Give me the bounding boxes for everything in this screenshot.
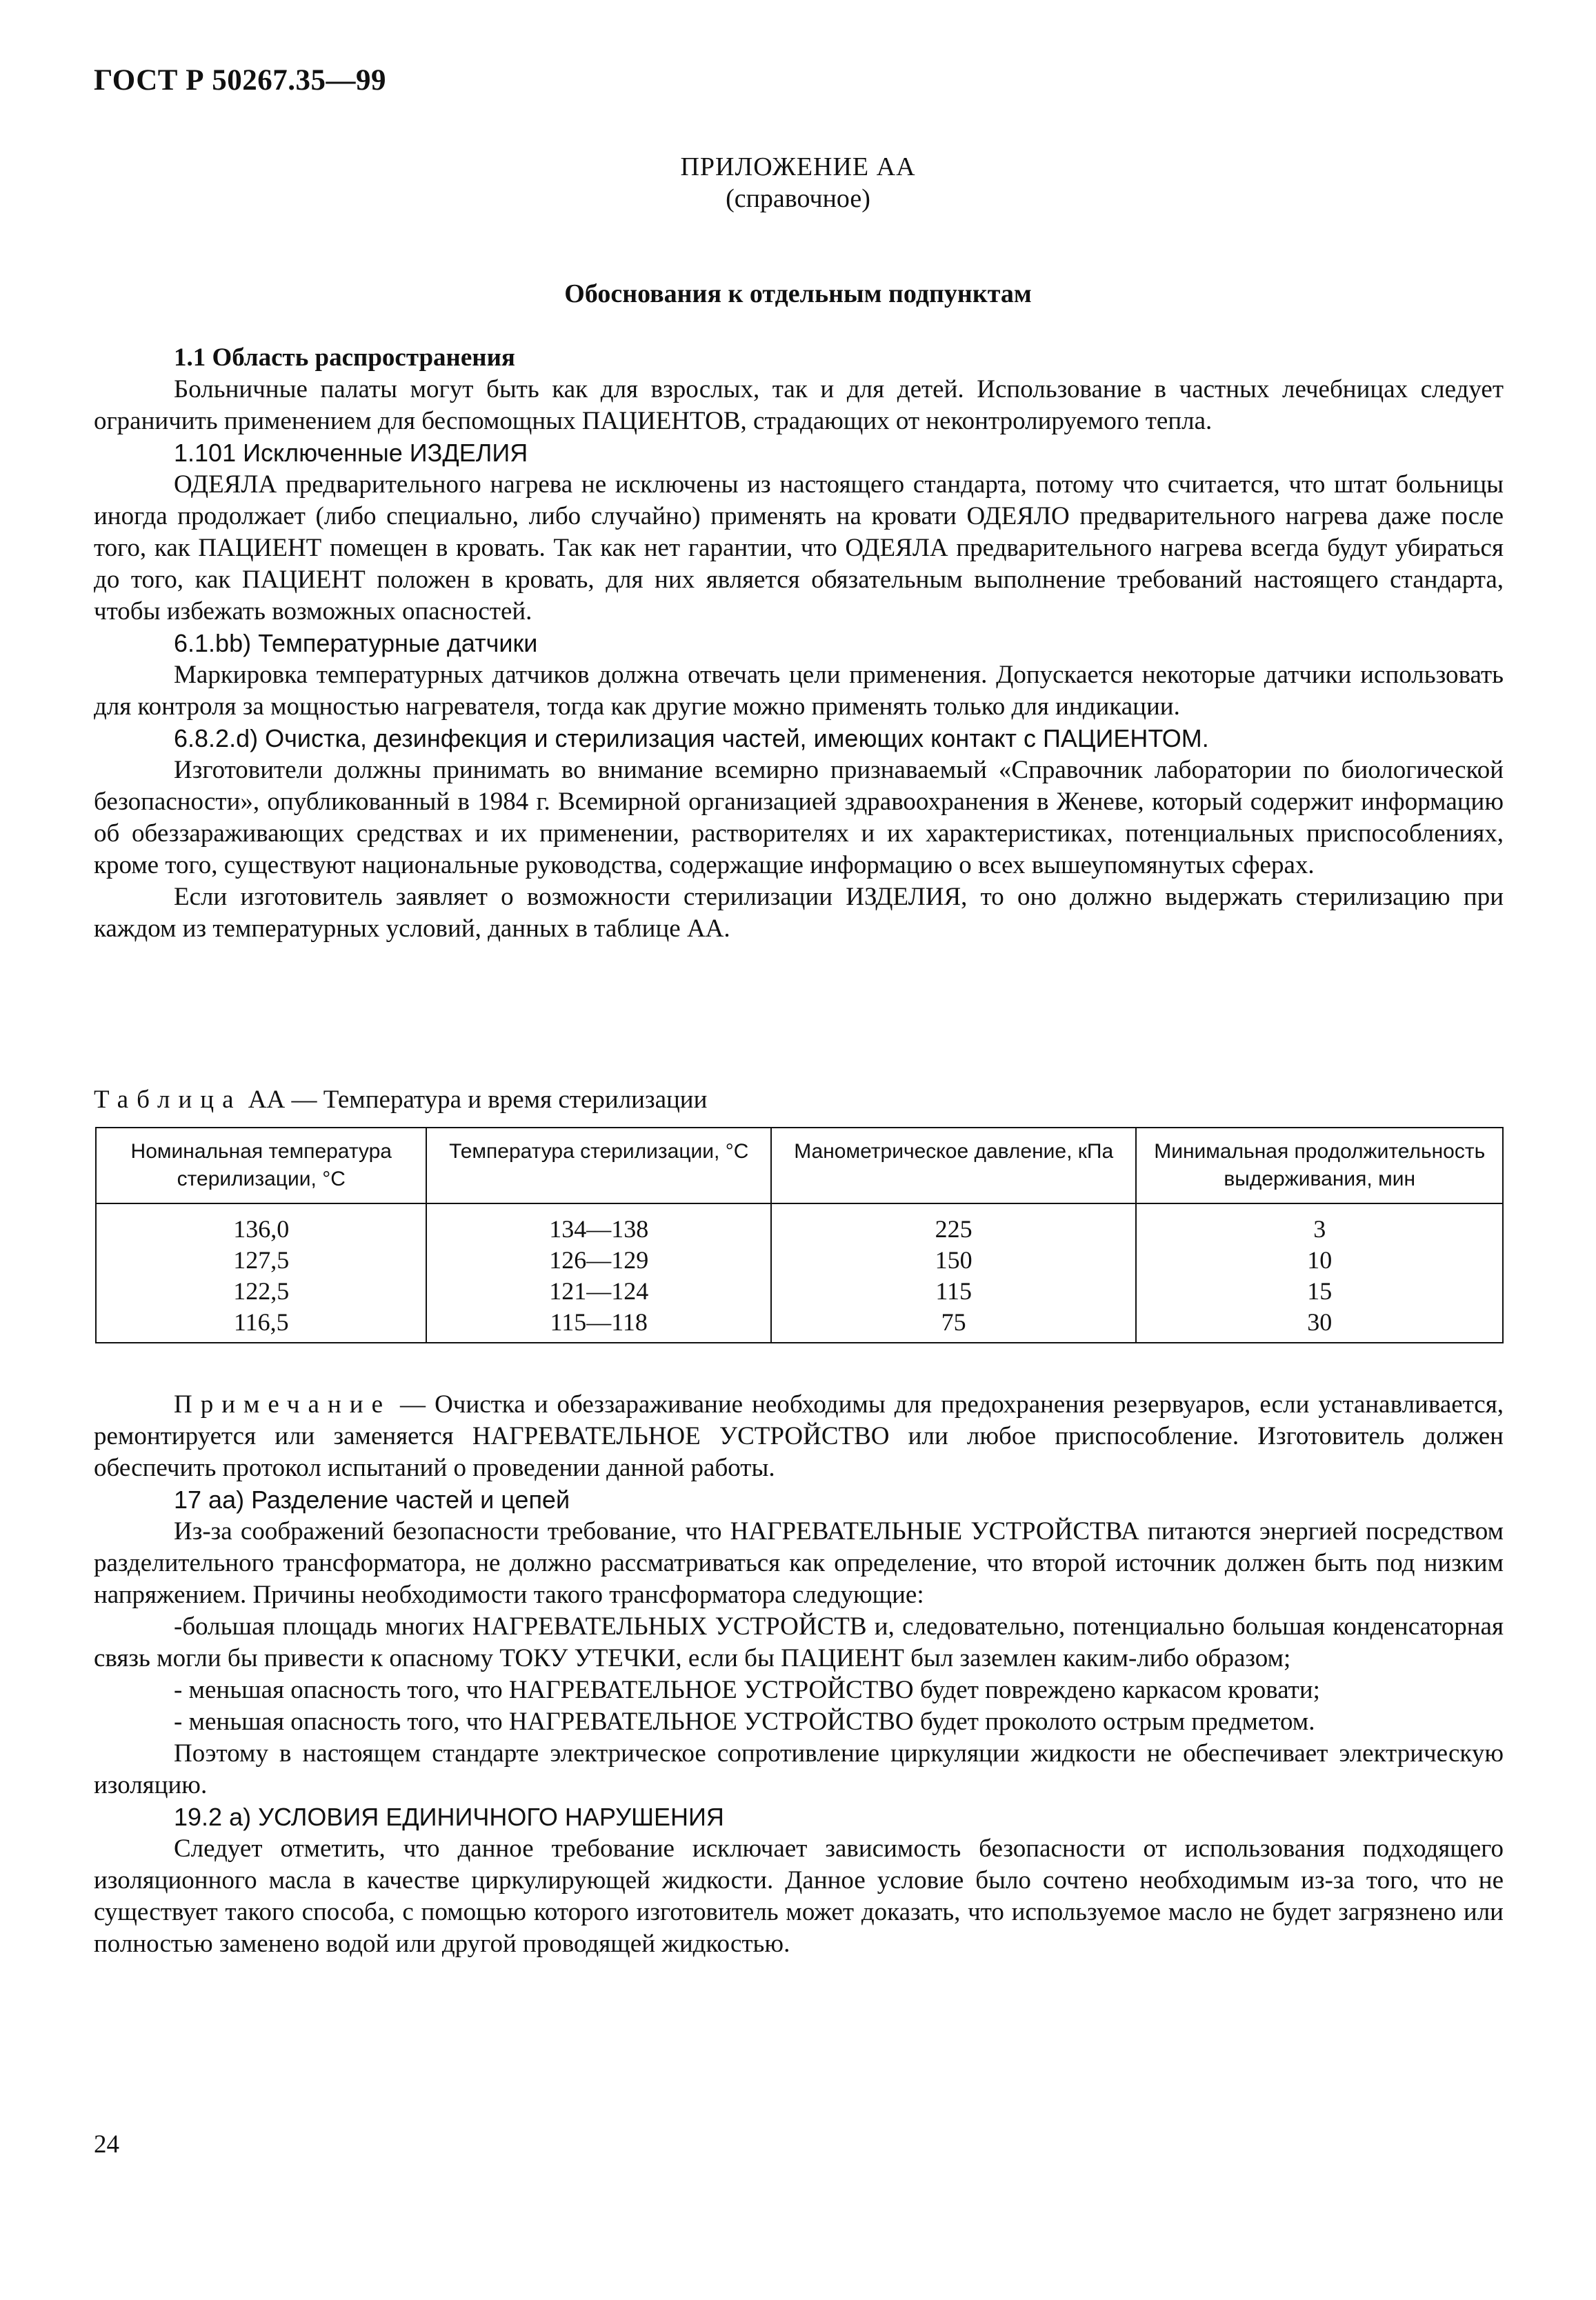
document-code: ГОСТ Р 50267.35—99 xyxy=(94,64,387,97)
table-cell: 122,5 xyxy=(96,1276,426,1307)
list-item: -большая площадь многих НАГРЕВАТЕЛЬНЫХ УСТРОЙСТВ и, следовательно, потенциально большая конденсаторная связь могли бы привести к опасному ТОКУ УТЕЧКИ, если бы ПАЦИЕНТ был заземлен каким-либо образом; xyxy=(94,1612,1504,1672)
table-cell: 30 xyxy=(1136,1307,1503,1343)
paragraph: Следует отметить, что данное требование исключает зависимость безопасности от использования подходящего изоляционного масла в качестве циркулирующей жидкости. Данное условие было сочтено необходимым из-за того, что не существует такого способа, с помощью которого изготовитель может доказать, что используемое масло не будет загрязнено или полностью заменено водой или другой проводящей жидкостью. xyxy=(94,1834,1504,1958)
table-cell: 115 xyxy=(771,1276,1136,1307)
paragraph: Маркировка температурных датчиков должна отвечать цели применения. Допускается некоторые датчики использовать для контроля за мощностью нагревателя, тогда как другие можно применять только для индикации. xyxy=(94,661,1504,721)
table-caption-label: Таблица xyxy=(94,1086,242,1114)
table-header-cell: Манометрическое давление, кПа xyxy=(771,1128,1136,1203)
section-heading: Обоснования к отдельным подпунктам xyxy=(564,279,1032,308)
note-paragraph xyxy=(94,1389,1504,1484)
table-caption xyxy=(94,1084,707,1116)
table-cell: 116,5 xyxy=(96,1307,426,1343)
table-header-cell: Номинальная температура стерилизации, °С xyxy=(96,1128,426,1203)
paragraph: ОДЕЯЛА предварительного нагрева не исключены из настоящего стандарта, потому что считается, что штат больницы иногда продолжает (либо специально, либо случайно) применять на кровати ОДЕЯЛО предварительного нагрева даже после того, как ПАЦИЕНТ помещен в кровать. Так как нет гарантии, что ОДЕЯЛА предварительного нагрева всегда будут убираться до того, как ПАЦИЕНТ положен в кровать, для них является обязательным выполнение требований настоящего стандарта, чтобы избежать возможных опасностей. xyxy=(94,470,1504,626)
table-cell: 3 xyxy=(1136,1203,1503,1245)
paragraph: Поэтому в настоящем стандарте электрическое сопротивление циркуляции жидкости не обеспечивает электрическую изоляцию. xyxy=(94,1739,1504,1799)
table-cell: 225 xyxy=(771,1203,1136,1245)
list-item: - меньшая опасность того, что НАГРЕВАТЕЛЬНОЕ УСТРОЙСТВО будет проколото острым предметом. xyxy=(174,1708,1315,1736)
paragraph: 1.101 Исключенные ИЗДЕЛИЯ xyxy=(174,439,528,467)
paragraph: 6.1.bb) Температурные датчики xyxy=(174,629,538,657)
paragraph: 19.2 а) УСЛОВИЯ ЕДИНИЧНОГО НАРУШЕНИЯ xyxy=(174,1803,724,1831)
paragraph: Если изготовитель заявляет о возможности стерилизации ИЗДЕЛИЯ, то оно должно выдержать стерилизацию при каждом из температурных условий, данных в таблице АА. xyxy=(94,883,1504,943)
appendix-subtitle: (справочное) xyxy=(726,184,870,213)
table-cell: 121—124 xyxy=(426,1276,770,1307)
table-cell: 127,5 xyxy=(96,1245,426,1276)
sterilization-table xyxy=(95,1127,1504,1343)
paragraph: 17 аа) Разделение частей и цепей xyxy=(174,1486,570,1514)
table-header-row xyxy=(96,1128,1503,1203)
appendix-title: ПРИЛОЖЕНИЕ АА xyxy=(680,152,916,181)
body-text-bottom xyxy=(94,1389,1504,1960)
table-cell: 15 xyxy=(1136,1276,1503,1307)
table-header-cell: Минимальная продолжительность выдерживания, мин xyxy=(1136,1128,1503,1203)
table-cell: 150 xyxy=(771,1245,1136,1276)
table-cell: 10 xyxy=(1136,1245,1503,1276)
list-item: - меньшая опасность того, что НАГРЕВАТЕЛЬНОЕ УСТРОЙСТВО будет повреждено каркасом кровати; xyxy=(174,1676,1320,1704)
table-row xyxy=(96,1276,1503,1307)
table-row xyxy=(96,1203,1503,1245)
paragraph: 6.8.2.d) Очистка, дезинфекция и стерилизация частей, имеющих контакт с ПАЦИЕНТОМ. xyxy=(174,724,1209,752)
table-cell: 126—129 xyxy=(426,1245,770,1276)
table-caption-text: АА — Температура и время стерилизации xyxy=(248,1086,708,1114)
paragraph: Больничные палаты могут быть как для взрослых, так и для детей. Использование в частных лечебницах следует ограничить применением для беспомощных ПАЦИЕНТОВ, страдающих от неконтролируемого тепла. xyxy=(94,375,1504,435)
body-text-top xyxy=(94,342,1504,945)
paragraph: Изготовители должны принимать во внимание всемирно признаваемый «Справочник лаборатории по биологической безопасности», опубликованный в 1984 г. Всемирной организацией здравоохранения в Женеве, который содержит информацию об обеззараживающих средствах и их применении, растворителях и их характеристиках, потенциальных приспособлениях, кроме того, существуют национальные руководства, содержащие информацию о всех вышеупомянутых сферах. xyxy=(94,756,1504,879)
table-header-cell: Температура стерилизации, °С xyxy=(426,1128,770,1203)
paragraph: Из-за соображений безопасности требование, что НАГРЕВАТЕЛЬНЫЕ УСТРОЙСТВА питаются энергией посредством разделительного трансформатора, не должно рассматриваться как определение, что второй источник должен быть под низким напряжением. Причины необходимости такого трансформатора следующие: xyxy=(94,1517,1504,1609)
table-cell: 134—138 xyxy=(426,1203,770,1245)
table-cell: 75 xyxy=(771,1307,1136,1343)
page-number: 24 xyxy=(94,2130,119,2159)
note-label: Примечание xyxy=(174,1390,391,1419)
note-text: — Очистка и обеззараживание необходимы для предохранения резервуаров, если устанавливается, ремонтируется или заменяется НАГРЕВАТЕЛЬНОЕ УСТРОЙСТВО или любое приспособление. Изготовитель должен обеспечить протокол испытаний о проведении данной работы. xyxy=(94,1390,1504,1482)
table-row xyxy=(96,1307,1503,1343)
paragraph: 1.1 Область распространения xyxy=(174,343,515,372)
table-row xyxy=(96,1245,1503,1276)
table-cell: 136,0 xyxy=(96,1203,426,1245)
table-cell: 115—118 xyxy=(426,1307,770,1343)
